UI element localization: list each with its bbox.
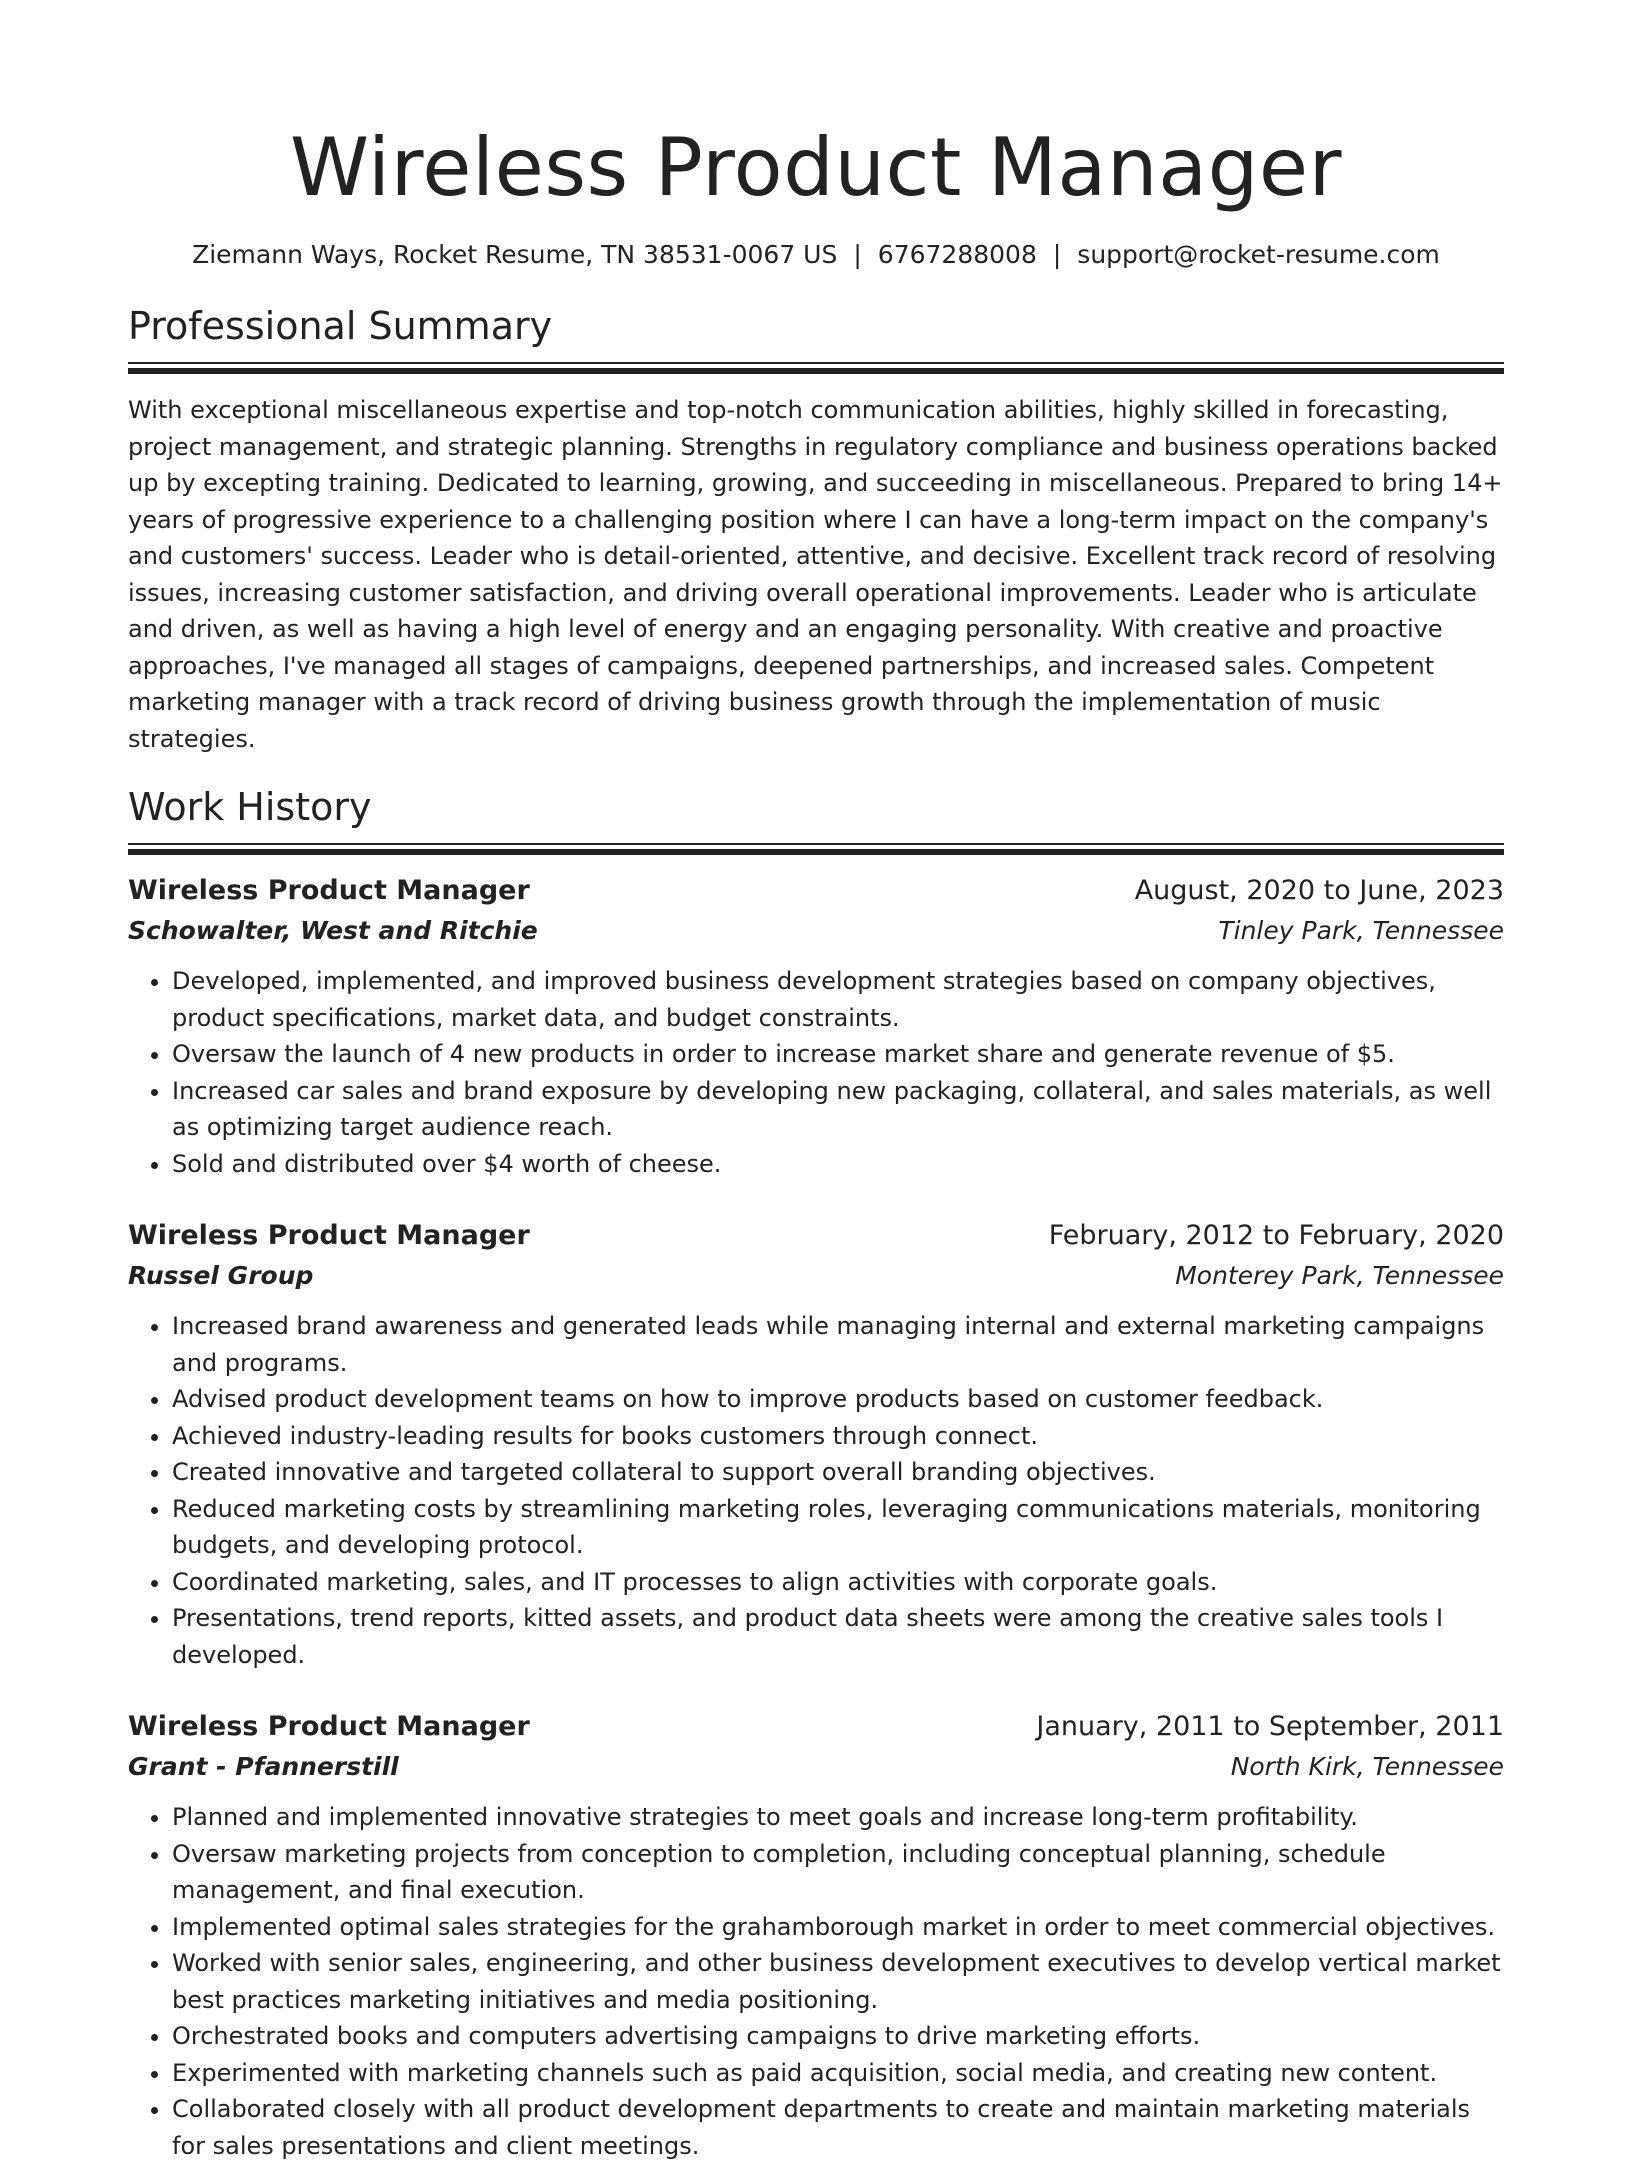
job-entry — [128, 1707, 1504, 2164]
job-bullet: • Presentations, trend reports, kitted assets, and product data sheets were among the creative sales tools I developed. — [172, 1600, 1504, 1673]
job-bullet: • Experimented with marketing channels such as paid acquisition, social media, and creating new content. — [172, 2055, 1504, 2092]
summary-text: With exceptional miscellaneous expertise and top-notch communication abilities, highly skilled in forecasting, project management, and strategic planning. Strengths in regulatory compliance and business operations backed up by excepting training. Dedicated to learning, growing, and succeeding in miscellaneous. Prepared to bring 14+ years of progressive experience to a challenging position where I can have a long-term impact on the company's and customers' success. Leader who is detail-oriented, attentive, and decisive. Excellent track record of resolving issues, increasing customer satisfaction, and driving overall operational improvements. Leader who is articulate and driven, as well as having a high level of energy and an engaging personality. With creative and proactive approaches, I've managed all stages of campaigns, deepened partnerships, and increased sales. Competent marketing manager with a track record of driving business growth through the implementation of music strategies. — [128, 396, 1503, 753]
job-dates: February, 2012 to February, 2020 — [1048, 1220, 1504, 1251]
job-bullet: • Planned and implemented innovative strategies to meet goals and increase long-term profitability. — [172, 1799, 1504, 1836]
job-subheader-row — [128, 1256, 1504, 1296]
job-bullet: • Increased car sales and brand exposure by developing new packaging, collateral, and sales materials, as well as optimizing target audience reach. — [172, 1073, 1504, 1146]
job-bullet-list — [128, 1799, 1504, 2164]
job-dates: August, 2020 to June, 2023 — [1134, 875, 1504, 906]
job-bullet: • Developed, implemented, and improved business development strategies based on company objectives, product specifications, market data, and budget constraints. — [172, 963, 1504, 1036]
section-heading-summary: Professional Summary — [128, 304, 553, 348]
job-entry — [128, 871, 1504, 1182]
job-bullet: • Oversaw the launch of 4 new products in order to increase market share and generate revenue of $5. — [172, 1036, 1504, 1073]
job-bullet: • Achieved industry-leading results for books customers through connect. — [172, 1418, 1504, 1455]
job-header-row — [128, 1216, 1504, 1256]
job-subheader-row — [128, 911, 1504, 951]
contact-address: Ziemann Ways, Rocket Resume, TN 38531-0067 US — [192, 240, 838, 269]
job-dates: January, 2011 to September, 2011 — [1036, 1711, 1504, 1742]
contact-email: support@rocket-resume.com — [1077, 240, 1440, 269]
contact-separator: | — [1052, 240, 1062, 269]
job-bullet-list — [128, 963, 1504, 1182]
job-company: Grant - Pfannerstill — [128, 1752, 399, 1781]
job-subheader-row — [128, 1747, 1504, 1787]
resume-name: Wireless Product Manager — [290, 121, 1342, 214]
contact-line — [128, 238, 1504, 272]
professional-summary-section — [128, 302, 1504, 757]
job-bullet-list — [128, 1308, 1504, 1673]
job-bullet: • Implemented optimal sales strategies for the grahamborough market in order to meet commercial objectives. — [172, 1909, 1504, 1946]
job-title: Wireless Product Manager — [128, 875, 530, 906]
job-entry — [128, 1216, 1504, 1673]
work-history-section — [128, 783, 1504, 2164]
contact-phone: 6767288008 — [877, 240, 1037, 269]
job-company: Schowalter, West and Ritchie — [128, 916, 538, 945]
job-bullet: • Oversaw marketing projects from conception to completion, including conceptual planning, schedule management, and final execution. — [172, 1836, 1504, 1909]
job-bullet: • Orchestrated books and computers advertising campaigns to drive marketing efforts. — [172, 2018, 1504, 2055]
job-title: Wireless Product Manager — [128, 1711, 530, 1742]
job-header-row — [128, 871, 1504, 911]
job-bullet: • Coordinated marketing, sales, and IT processes to align activities with corporate goals. — [172, 1564, 1504, 1601]
job-bullet: • Increased brand awareness and generated leads while managing internal and external marketing campaigns and programs. — [172, 1308, 1504, 1381]
job-bullet: • Sold and distributed over $4 worth of cheese. — [172, 1146, 1504, 1183]
job-bullet: • Created innovative and targeted collateral to support overall branding objectives. — [172, 1454, 1504, 1491]
section-heading-work-history: Work History — [128, 785, 372, 829]
job-bullet: • Collaborated closely with all product development departments to create and maintain marketing materials for sales presentations and client meetings. — [172, 2091, 1504, 2164]
job-company: Russel Group — [128, 1261, 314, 1290]
job-location: Tinley Park, Tennessee — [1218, 916, 1504, 945]
job-title: Wireless Product Manager — [128, 1220, 530, 1251]
job-bullet: • Reduced marketing costs by streamlining marketing roles, leveraging communications materials, monitoring budgets, and developing protocol. — [172, 1491, 1504, 1564]
section-divider — [128, 362, 1504, 374]
contact-separator: | — [853, 240, 862, 269]
job-header-row — [128, 1707, 1504, 1747]
section-divider — [128, 843, 1504, 855]
job-location: Monterey Park, Tennessee — [1175, 1261, 1504, 1290]
job-location: North Kirk, Tennessee — [1230, 1752, 1504, 1781]
job-bullet: • Advised product development teams on how to improve products based on customer feedback. — [172, 1381, 1504, 1418]
job-bullet: • Worked with senior sales, engineering, and other business development executives to develop vertical market best practices marketing initiatives and media positioning. — [172, 1945, 1504, 2018]
